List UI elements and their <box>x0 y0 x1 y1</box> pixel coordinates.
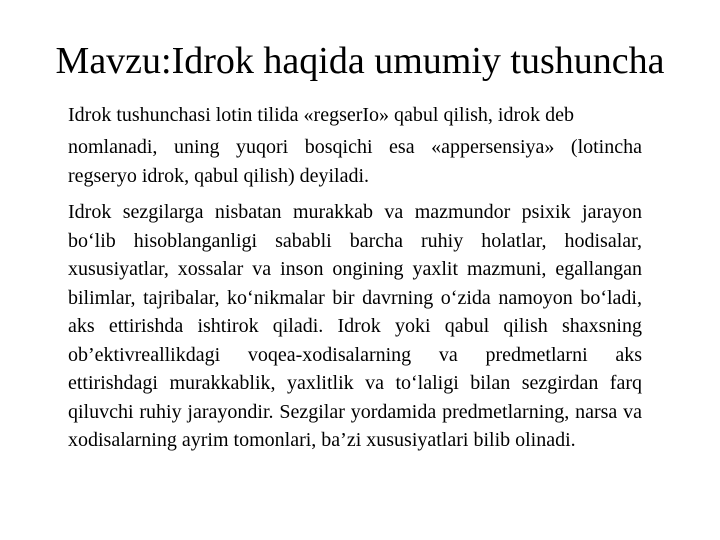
slide-body <box>68 100 642 455</box>
paragraph-1-continuation: nomlanadi, uning yuqori bosqichi esa «appersensiya» (lotincha regseryo idrok, qabul qilish) deyiladi. <box>68 136 642 187</box>
paragraph-1-first-line: Idrok tushunchasi lotin tilida «regserIo» qabul qilish, idrok deb <box>68 104 575 126</box>
paragraph-2: Idrok sezgilarga nisbatan murakkab va mazmundor psixik jarayon bo‘lib hisoblanganligi sababli barcha ruhiy holatlar, hodisalar, xususiyatlar, xossalar va inson ongining yaxlit mazmuni, egallangan bilimlar, tajribalar, ko‘nikmalar bir davrning o‘zida namoyon bo‘ladi, aks ettirishda ishtirok qiladi. Idrok yoki qabul qilish shaxsning ob’ektivreallikdagi voqea-xodisalarning va predmetlarni aks ettirishdagi murakkablik, yaxlitlik va to‘laligi bilan sezgirdan farq qiluvchi ruhiy jarayondir. Sezgilar yordamida predmetlarning, narsa va xodisalarning ayrim tomonlari, ba’zi xususiyatlari bilib olinadi. <box>68 201 642 451</box>
slide-title: Mavzu:Idrok haqida umumiy tushuncha <box>55 40 665 82</box>
